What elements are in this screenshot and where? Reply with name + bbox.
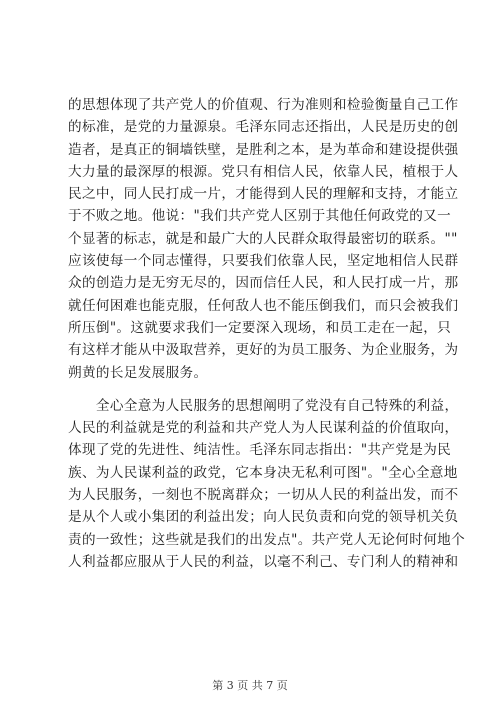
text-line: 有这样才能从中汲取营养，更好的为员工服务、为企业服务，为 [68,342,459,359]
text-line: 族、为人民谋利益的政党，它本身决无私利可图"。"全心全意地 [68,464,458,481]
text-line: 人利益都应服从于人民的利益，以毫不利己、专门利人的精神和 [68,553,459,570]
paragraph-gap [68,384,436,395]
text-line: 的思想体现了共产党人的价值观、行为准则和检验衡量自己工作 [68,97,459,113]
text-line: 就任何困难也能克服，任何敌人也不能压倒我们，而只会被我们 [68,297,459,314]
text-line: 所压倒"。这就要求我们一定要深入现场，和员工走在一起，只 [68,319,452,336]
text-line: 是从个人或小集团的利益出发；向人民负责和向党的领导机关负 [68,509,459,526]
text-line: 全心全意为人民服务的思想阐明了党没有自己特殊的利益， [68,397,459,414]
text-line: 为人民服务，一刻也不脱离群众；一切从人民的利益出发，而不 [68,487,459,504]
body-text [68,94,466,573]
text-line: 人民的利益就是党的利益和共产党人为人民谋利益的价值取向， [68,420,459,437]
text-line: 责的一致性；这些就是我们的出发点"。共产党人无论何时何地个 [68,531,466,548]
text-line: 体现了党的先进性、纯洁性。毛泽东同志指出："共产党是为民 [68,442,452,459]
text-line: 于不败之地。他说："我们共产党人区别于其他任何政党的又一 [68,208,452,225]
page-number-footer: 第 3 页 共 7 页 [212,679,288,692]
text-line: 朔黄的长足发展服务。 [68,364,208,381]
text-line: 应该使每一个同志懂得，只要我们依靠人民，坚定地相信人民群 [68,253,459,270]
text-line: 民之中，同人民打成一片，才能得到人民的理解和支持，才能立 [68,186,459,203]
paragraph-2 [68,395,466,573]
text-line: 个显著的标志，就是和最广大的人民群众取得最密切的联系。"" [68,230,458,247]
text-line: 造者，是真正的铜墙铁壁，是胜利之本，是为革命和建设提供强 [68,141,459,158]
text-line: 大力量的最深厚的根源。党只有相信人民，依靠人民，植根于人 [68,163,459,180]
text-line: 众的创造力是无穷无尽的，因而信任人民，和人民打成一片，那 [68,275,459,292]
paragraph-1 [68,94,459,384]
text-line: 的标准，是党的力量源泉。毛泽东同志还指出，人民是历史的创 [68,119,459,136]
